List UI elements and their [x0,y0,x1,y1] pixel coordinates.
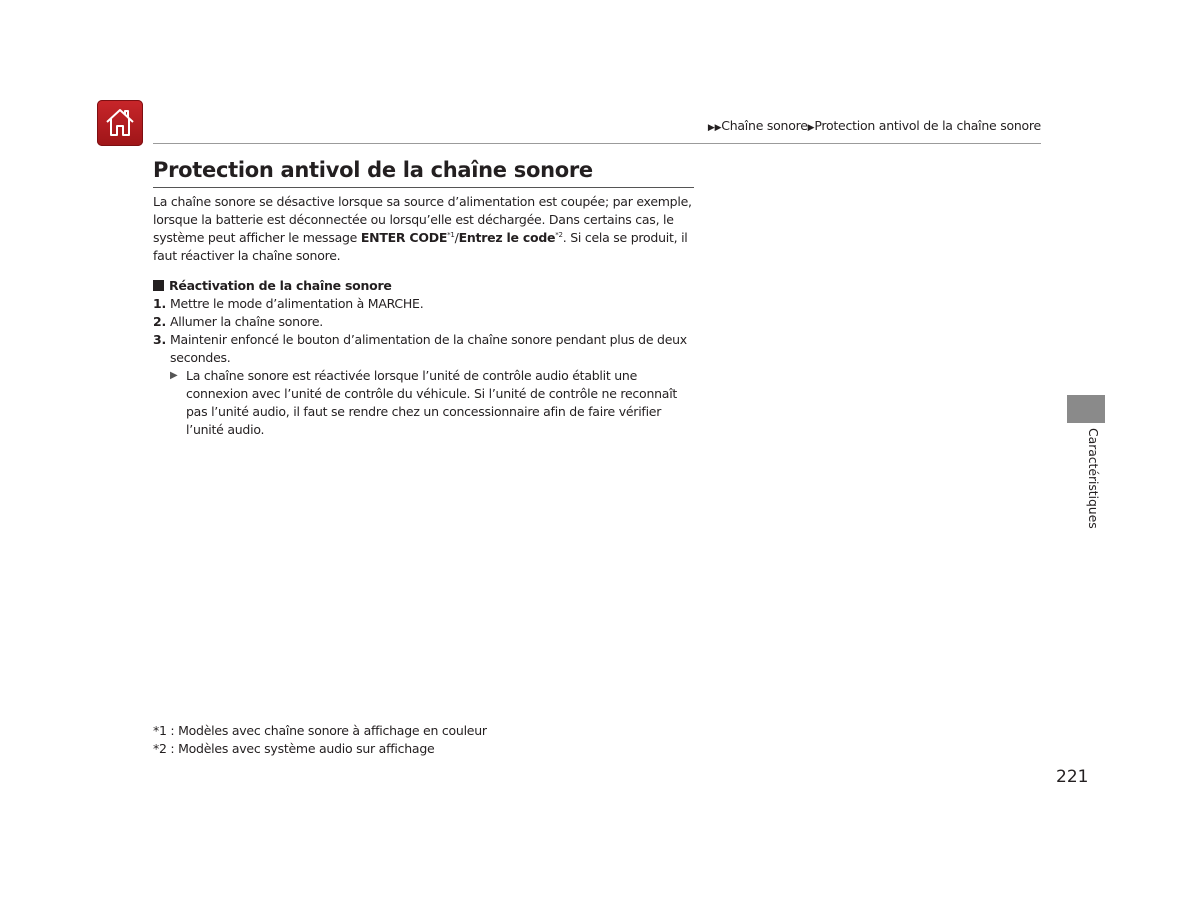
note-arrow-icon: ▶ [170,370,178,381]
breadcrumb-marker: ▶▶ [707,123,722,133]
slash: / [454,230,459,245]
intro-text-2: . Si cela se produit, il faut réactiver la chaîne sonore. [153,230,688,263]
step-text: Mettre le mode d’alimentation à MARCHE. [170,296,424,311]
intro-paragraph [153,193,698,265]
intro-text-1: La chaîne sonore se désactive lorsque sa source d’alimentation est coupée; par exemple, lorsque la batterie est déconnectée ou lorsqu’elle est déchargée. Dans certains cas, le système peut afficher le message [153,194,692,245]
step-number: 1. [153,296,166,311]
step-number: 2. [153,314,166,329]
footnote-1: *1 : Modèles avec chaîne sonore à affichage en couleur [153,723,487,738]
step-item [153,313,698,331]
step-text: Allumer la chaîne sonore. [170,314,324,329]
home-button[interactable] [97,100,143,146]
breadcrumb-separator: ▶ [807,123,815,133]
chapter-tab[interactable] [1067,395,1105,423]
section-heading-label: Réactivation de la chaîne sonore [169,278,392,293]
enter-code-message: ENTER CODE [360,230,448,245]
page-number: 221 [1056,767,1089,787]
step-note [153,367,691,439]
entrez-le-code-message: Entrez le code [458,230,556,245]
step-text: Maintenir enfoncé le bouton d’alimentation de la chaîne sonore pendant plus de deux secondes. [170,332,687,365]
breadcrumb-current: Protection antivol de la chaîne sonore [814,118,1041,133]
section-heading [153,277,392,295]
breadcrumb-link-chaine-sonore[interactable]: Chaîne sonore [721,118,808,133]
footnote-2: *2 : Modèles avec système audio sur affichage [153,741,435,756]
chapter-tab-label: Caractéristiques [1086,428,1101,529]
step-number: 3. [153,332,166,347]
header-divider [153,143,1041,144]
home-icon [104,107,136,139]
footnote-ref-2: *2 [555,231,563,239]
step-item [153,295,698,313]
breadcrumb [708,117,1041,137]
page-title: Protection antivol de la chaîne sonore [153,158,593,182]
note-text: La chaîne sonore est réactivée lorsque l’unité de contrôle audio établit une connexion avec l’unité de contrôle du véhicule. Si l’unité de contrôle ne reconnaît pas l’unité audio, il faut se rendre chez un concessionnaire afin de faire vérifier l’unité audio. [186,368,678,437]
step-item [153,331,698,367]
footnote-ref-1: *1 [447,231,455,239]
steps-list [153,295,698,439]
footnotes [153,722,653,758]
title-underline [153,187,694,188]
square-bullet-icon [153,280,164,291]
